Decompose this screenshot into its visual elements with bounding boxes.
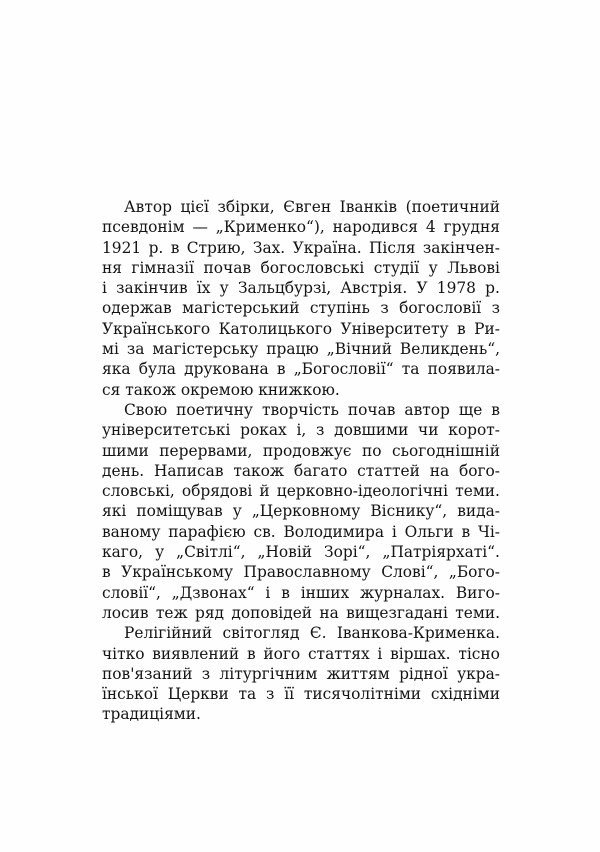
text-line: день. Написав також багато статтей на бого- [102,461,500,480]
text-line: ваному парафією св. Володимира і Ольги в Чі- [102,522,500,541]
paragraph-3 [102,623,500,724]
text-line: пов'язаний з літургічним життям рідної укра- [102,664,500,683]
text-line: ся також окремою книжкою. [102,380,340,399]
text-line: Релігійний світогляд Є. Іванкова-Крименка. [124,624,500,643]
biography-text [102,197,500,725]
text-line: Автор цієї збірки, Євген Іванків (поетичний [124,198,500,216]
text-line: одержав магістерський ступінь з богословії з [102,299,500,318]
text-line: мі за магістерську працю „Вічний Великдень“, [102,340,500,359]
text-line: шими перервами, продовжує по сьогоднішній [102,441,500,460]
text-line: ня гімназії почав богословські студії у Львові [102,258,500,277]
paragraph-1 [102,197,500,400]
text-line: університетські роках і, з довшими чи корот- [102,421,500,440]
text-line: і закінчив їх у Зальцбурзі, Австрія. У 1978 р. [102,279,500,298]
text-line: яка була друкована в „Богословії“ та появила- [102,360,500,379]
text-line: в Українському Православному Слові“, „Бого- [102,563,500,582]
text-line: які поміщував у „Церковному Віснику“, вида- [102,502,500,521]
text-line: каго, у „Світлі“, „Новій Зорі“, „Патріярхаті“. [102,543,500,562]
text-line: Свою поетичну творчість почав автор ще в [124,400,500,419]
text-line: лосив теж ряд доповідей на вищезгадані теми. [102,603,500,622]
text-line: Українського Католицького Університету в Ри- [102,319,500,338]
text-line: чітко виявлений в його статтях і віршах. тісно [102,644,500,663]
text-line: псевдонім — „Крименко“), народився 4 грудня [102,218,500,237]
text-line: словські, обрядові й церковно-ідеологічні теми. [102,482,500,501]
text-line: словії“, „Дзвонах“ і в інших журналах. Виго- [102,583,500,602]
text-line: традиціями. [102,705,201,724]
text-line: їнської Церкви та з її тисячолітніми східніми [102,685,500,704]
paragraph-2 [102,400,500,623]
text-line: 1921 р. в Стрию, Зах. Україна. Після закінчен- [102,238,500,257]
